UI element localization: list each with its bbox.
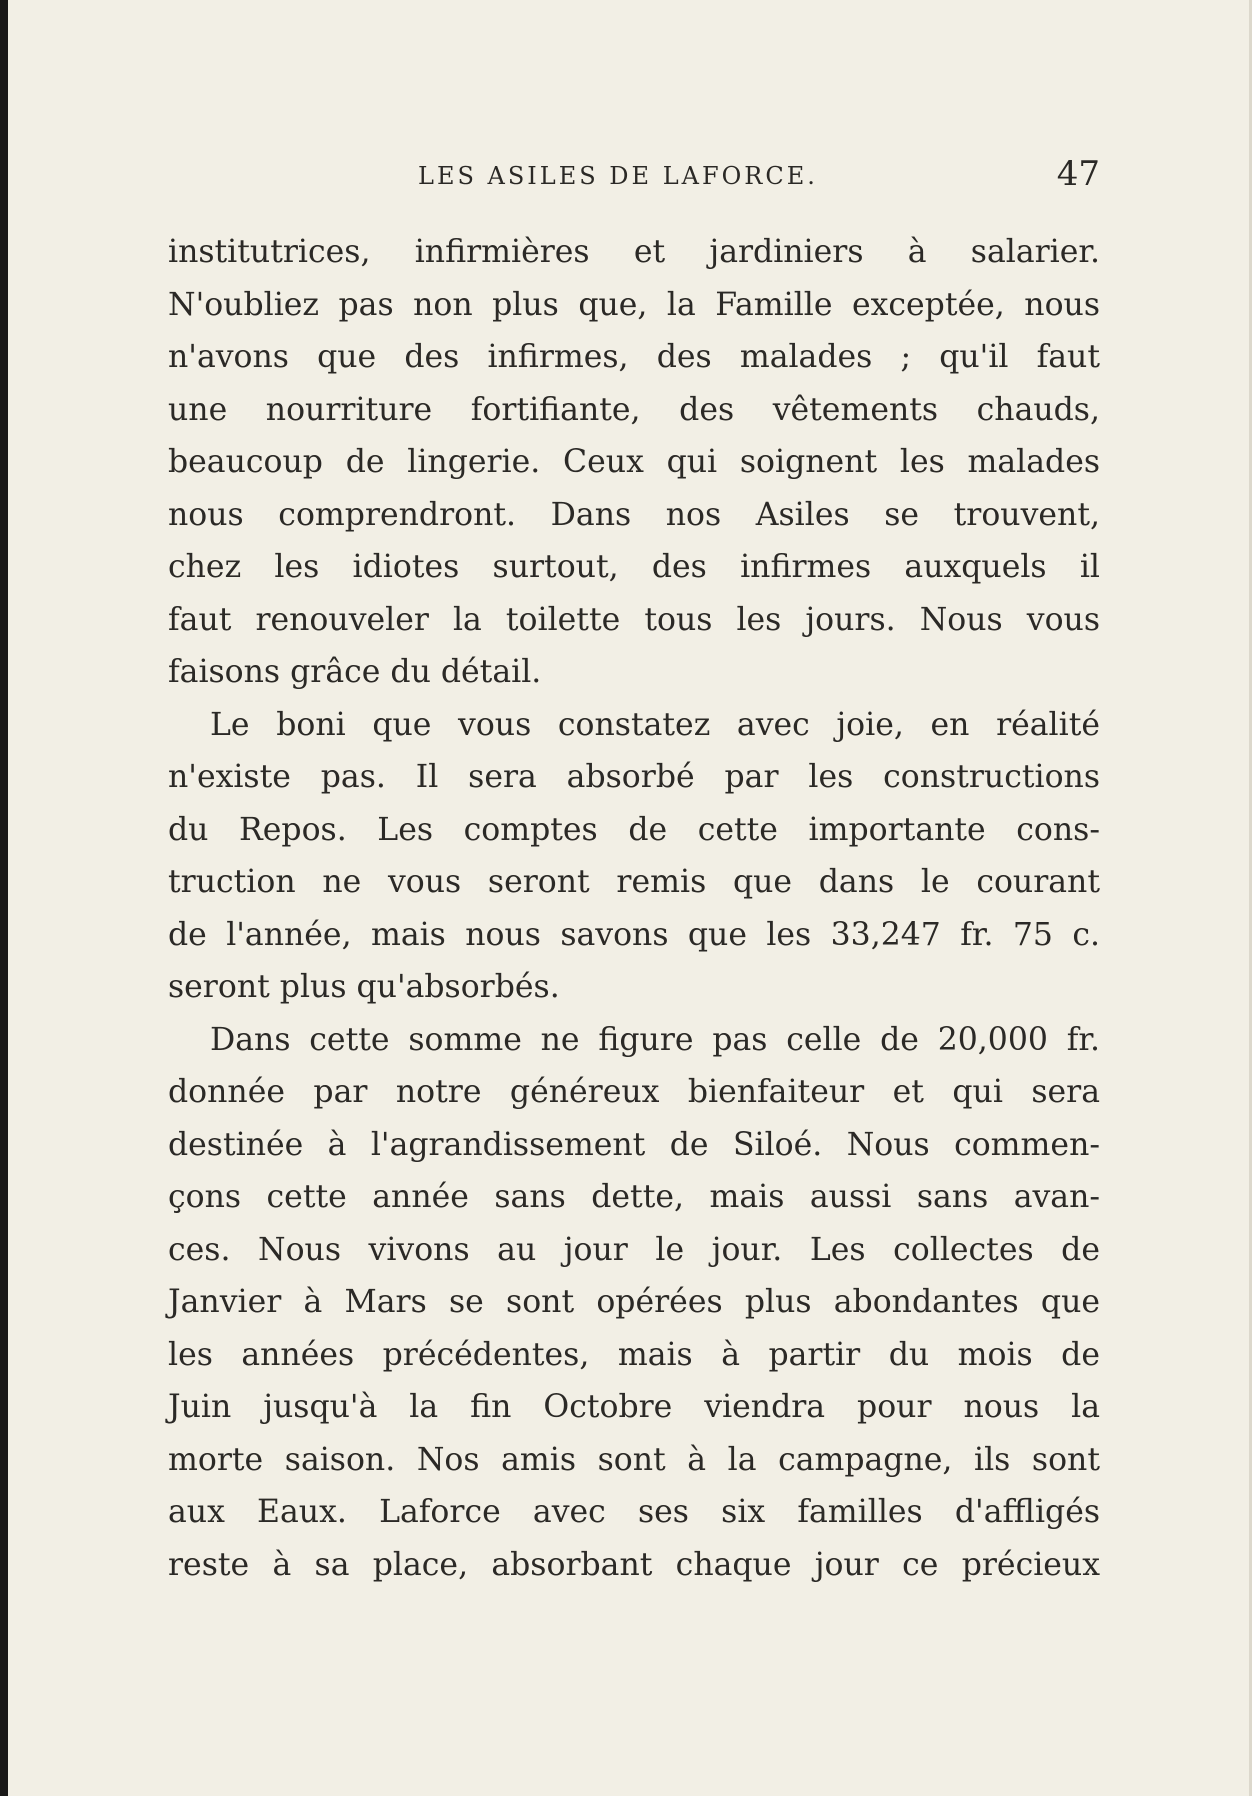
text-line: truction ne vous seront remis que dans le courant bbox=[168, 864, 1100, 900]
text-line: Le boni que vous constatez avec joie, en réalité bbox=[210, 706, 1100, 743]
text-line: destinée à l'agrandissement de Siloé. Nous commen- bbox=[168, 1126, 1100, 1163]
text-line: morte saison. Nos amis sont à la campagne, ils sont bbox=[168, 1441, 1100, 1478]
body-text bbox=[168, 226, 1100, 1591]
text-line: n'avons que des infirmes, des malades ; qu'il faut bbox=[168, 339, 1100, 375]
text-line: chez les idiotes surtout, des infirmes auxquels il bbox=[168, 549, 1100, 585]
text-line: les années précédentes, mais à partir du mois de bbox=[168, 1336, 1100, 1373]
text-line: de l'année, mais nous savons que les 33,247 fr. 75 c. bbox=[168, 916, 1100, 953]
paragraph-1 bbox=[168, 226, 1100, 699]
running-head bbox=[168, 154, 1100, 198]
text-line: çons cette année sans dette, mais aussi sans avan- bbox=[168, 1179, 1100, 1215]
text-line: N'oubliez pas non plus que, la Famille exceptée, nous bbox=[168, 286, 1100, 323]
text-line: faut renouveler la toilette tous les jours. Nous vous bbox=[168, 601, 1100, 638]
running-title: LES ASILES DE LAFORCE. bbox=[418, 162, 818, 190]
page-number: 47 bbox=[1056, 154, 1100, 194]
text-line: une nourriture fortifiante, des vêtements chauds, bbox=[168, 391, 1100, 428]
paragraph-2 bbox=[168, 699, 1100, 1014]
text-line: Dans cette somme ne figure pas celle de 20,000 fr. bbox=[210, 1021, 1100, 1058]
text-line: beaucoup de lingerie. Ceux qui soignent les malades bbox=[168, 444, 1100, 480]
text-line: Juin jusqu'à la fin Octobre viendra pour nous la bbox=[168, 1389, 1100, 1425]
page-binding-edge bbox=[0, 0, 8, 1796]
text-line: aux Eaux. Laforce avec ses six familles d'affligés bbox=[168, 1494, 1100, 1530]
text-line: seront plus qu'absorbés. bbox=[168, 969, 560, 1005]
text-line: nous comprendront. Dans nos Asiles se trouvent, bbox=[168, 496, 1100, 533]
text-line: reste à sa place, absorbant chaque jour ce précieux bbox=[168, 1546, 1100, 1583]
text-line: institutrices, infirmières et jardiniers à salarier. bbox=[168, 234, 1100, 270]
text-line: n'existe pas. Il sera absorbé par les constructions bbox=[168, 759, 1100, 795]
text-line: donnée par notre généreux bienfaiteur et qui sera bbox=[168, 1074, 1100, 1110]
text-line: Janvier à Mars se sont opérées plus abondantes que bbox=[168, 1284, 1100, 1320]
text-line: ces. Nous vivons au jour le jour. Les collectes de bbox=[168, 1231, 1100, 1268]
text-line: du Repos. Les comptes de cette importante cons- bbox=[168, 811, 1100, 848]
paragraph-3 bbox=[168, 1014, 1100, 1592]
text-line: faisons grâce du détail. bbox=[168, 654, 542, 690]
